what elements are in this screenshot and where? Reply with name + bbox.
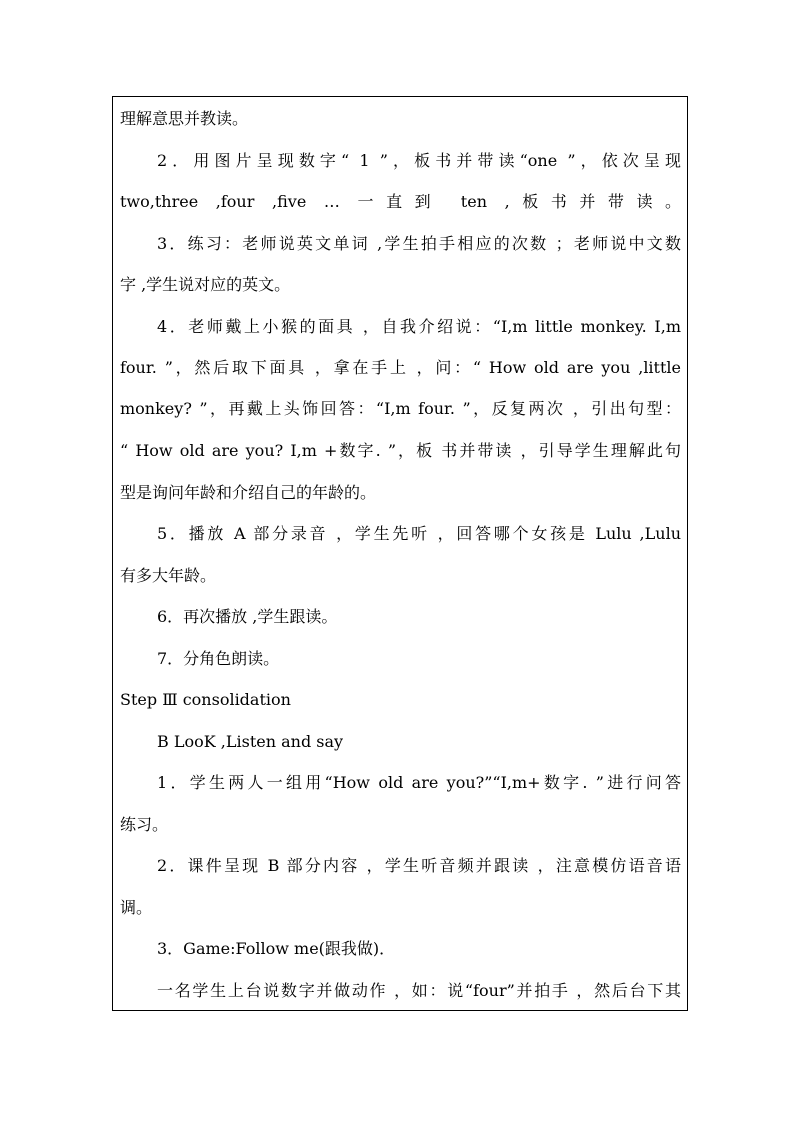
text-line: monkey? ”，再戴上头饰回答：“I,m four. ”，反复两次 ，引出句型：	[120, 399, 681, 418]
text-line: 1．学生两人一组用“How old are you?”“I,m+数字. ”进行问答	[157, 773, 681, 792]
text-line: 7．分角色朗读。	[157, 649, 280, 668]
text-line: 调。	[120, 898, 153, 917]
text-line: 4．老师戴上小猴的面具 ，自我介绍说：“I,m little monkey. I,m	[157, 317, 681, 336]
text-line: 理解意思并教读。	[120, 109, 249, 128]
text-line: 6．再次播放 ,学生跟读。	[157, 607, 338, 626]
text-line: 3．练习：老师说英文单词 ,学生拍手相应的次数 ；老师说中文数	[157, 234, 681, 253]
section-heading: B LooK ,Listen and say	[157, 732, 344, 751]
text-line: 2．课件呈现 B 部分内容 ，学生听音频并跟读 ，注意模仿语音语	[157, 856, 681, 875]
text-line: 一名学生上台说数字并做动作 ，如：说“four”并拍手 ，然后台下其	[157, 981, 681, 1000]
step-heading: Step Ⅲ consolidation	[120, 690, 291, 709]
text-line: 2．用图片呈现数字“ 1 ”，板书并带读“one ”，依次呈现	[157, 151, 681, 170]
text-line: 练习。	[120, 815, 169, 834]
lesson-plan-cell	[112, 96, 688, 1011]
text-line: “ How old are you? I,m +数字. ”，板 书并带读 ，引导学生理解此句	[120, 441, 681, 460]
text-line: 型是询问年龄和介绍自己的年龄的。	[120, 483, 377, 502]
text-line: 字 ,学生说对应的英文。	[120, 275, 291, 294]
text-line: 3．Game:Follow me(跟我做)．	[157, 939, 396, 958]
text-line: 5．播放 A 部分录音 ，学生先听 ，回答哪个女孩是 Lulu ,Lulu	[157, 524, 681, 543]
text-line: four. ”，然后取下面具 ，拿在手上 ，问：“ How old are you ,little	[120, 358, 681, 377]
text-line: two,three ,four ,five … 一直到 ten ,板书并带读。	[120, 192, 681, 211]
text-line: 有多大年龄。	[120, 566, 217, 585]
